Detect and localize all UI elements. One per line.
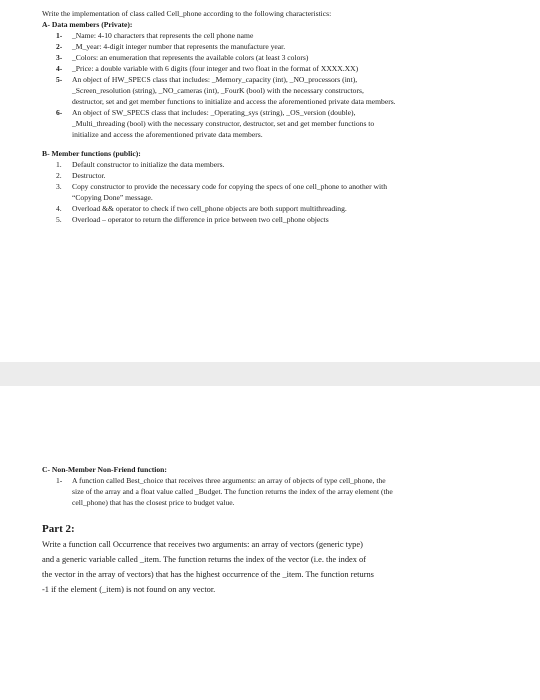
list-item-line: initialize and access the aforementioned private data members. (72, 130, 263, 139)
section-c-heading: C- Non-Member Non-Friend function: (42, 465, 167, 474)
list-item-number: 3- (56, 53, 63, 62)
list-item-line: An object of HW_SPECS class that includes: _Memory_capacity (int), _NO_processors (int), (72, 75, 358, 84)
document-page-2 (0, 386, 540, 700)
list-item-number: 4- (56, 64, 63, 73)
list-item-number: 5- (56, 75, 63, 84)
part2-line: Write a function call Occurrence that receives two arguments: an array of vectors (generic type) (42, 540, 363, 549)
part2-line: and a generic variable called _item. The function returns the index of the vector (i.e. the index of (42, 555, 367, 564)
list-item (42, 203, 488, 214)
list-item-line: “Copying Done” message. (72, 193, 153, 202)
list-item-line: cell_phone) that has the closest price to budget value. (72, 498, 235, 507)
list-item-text (72, 214, 488, 225)
list-item-line: Overload – operator to return the difference in price between two cell_phone objects (72, 215, 329, 224)
list-item-number: 2. (56, 171, 62, 180)
list-item-text (72, 203, 488, 214)
list-item (42, 159, 488, 170)
part2-line: -1 if the element (_item) is not found on any vector. (42, 585, 216, 594)
list-item (42, 181, 488, 203)
section-a-list (42, 30, 488, 140)
list-item-line: Copy constructor to provide the necessary code for copying the specs of one cell_phone to another with (72, 182, 388, 191)
part2-heading: Part 2: (42, 523, 75, 535)
list-item (42, 214, 488, 225)
list-item-line: An object of SW_SPECS class that includes: _Operating_sys (string), _OS_version (double), (72, 108, 356, 117)
intro-text: Write the implementation of class called Cell_phone according to the following characteristics: (42, 9, 332, 18)
list-item-number: 6- (56, 108, 63, 117)
list-item-line: _Price: a double variable with 6 digits (four integer and two float in the format of XXXX.XX) (72, 64, 359, 73)
section-b-heading: B- Member functions (public): (42, 149, 141, 158)
section-a-heading: A- Data members (Private): (42, 20, 133, 29)
list-item (42, 475, 488, 508)
list-item-line: destructor, set and get member functions to initialize and access the aforementioned private data members. (72, 97, 396, 106)
list-item-text (72, 52, 488, 63)
list-item (42, 30, 488, 41)
list-item-text (72, 74, 488, 107)
list-item-line: _Name: 4-10 characters that represents the cell phone name (72, 31, 254, 40)
list-item-line: Destructor. (72, 171, 106, 180)
list-item-text (72, 159, 488, 170)
part2-line: the vector in the array of vectors) that has the highest occurrence of the _item. The function returns (42, 570, 374, 579)
part2-paragraph (42, 537, 488, 597)
list-item-text (72, 63, 488, 74)
list-item (42, 74, 488, 107)
section-b-list (42, 159, 488, 225)
list-item-text (72, 475, 488, 508)
list-item-number: 1- (56, 31, 63, 40)
list-item-number: 4. (56, 204, 62, 213)
list-item (42, 52, 488, 63)
list-item-line: _Screen_resolution (string), _NO_cameras (int), _FourK (bool) with the necessary constructors, (72, 86, 364, 95)
list-item (42, 63, 488, 74)
list-item-line: Default constructor to initialize the data members. (72, 160, 225, 169)
list-item-line: Overload && operator to check if two cell_phone objects are both support multithreading. (72, 204, 347, 213)
list-item-line: _M_year: 4-digit integer number that represents the manufacture year. (72, 42, 286, 51)
list-item (42, 107, 488, 140)
list-item-text (72, 30, 488, 41)
list-item-number: 2- (56, 42, 63, 51)
list-item-number: 5. (56, 215, 62, 224)
list-item-text (72, 170, 488, 181)
section-c-list (42, 475, 488, 508)
list-item (42, 170, 488, 181)
list-item-line: _Colors: an enumeration that represents the available colors (at least 3 colors) (72, 53, 309, 62)
list-item (42, 41, 488, 52)
list-item-text (72, 107, 488, 140)
list-item-line: size of the array and a float value called _Budget. The function returns the index of the array element (the (72, 487, 393, 496)
list-item-text (72, 41, 488, 52)
list-item-number: 1- (56, 476, 63, 485)
list-item-line: _Multi_threading (bool) with the necessary constructor, destructor, set and get member functions to (72, 119, 375, 128)
list-item-text (72, 181, 488, 203)
list-item-number: 1. (56, 160, 62, 169)
list-item-number: 3. (56, 182, 62, 191)
list-item-line: A function called Best_choice that receives three arguments: an array of objects of type cell_phone, the (72, 476, 386, 485)
